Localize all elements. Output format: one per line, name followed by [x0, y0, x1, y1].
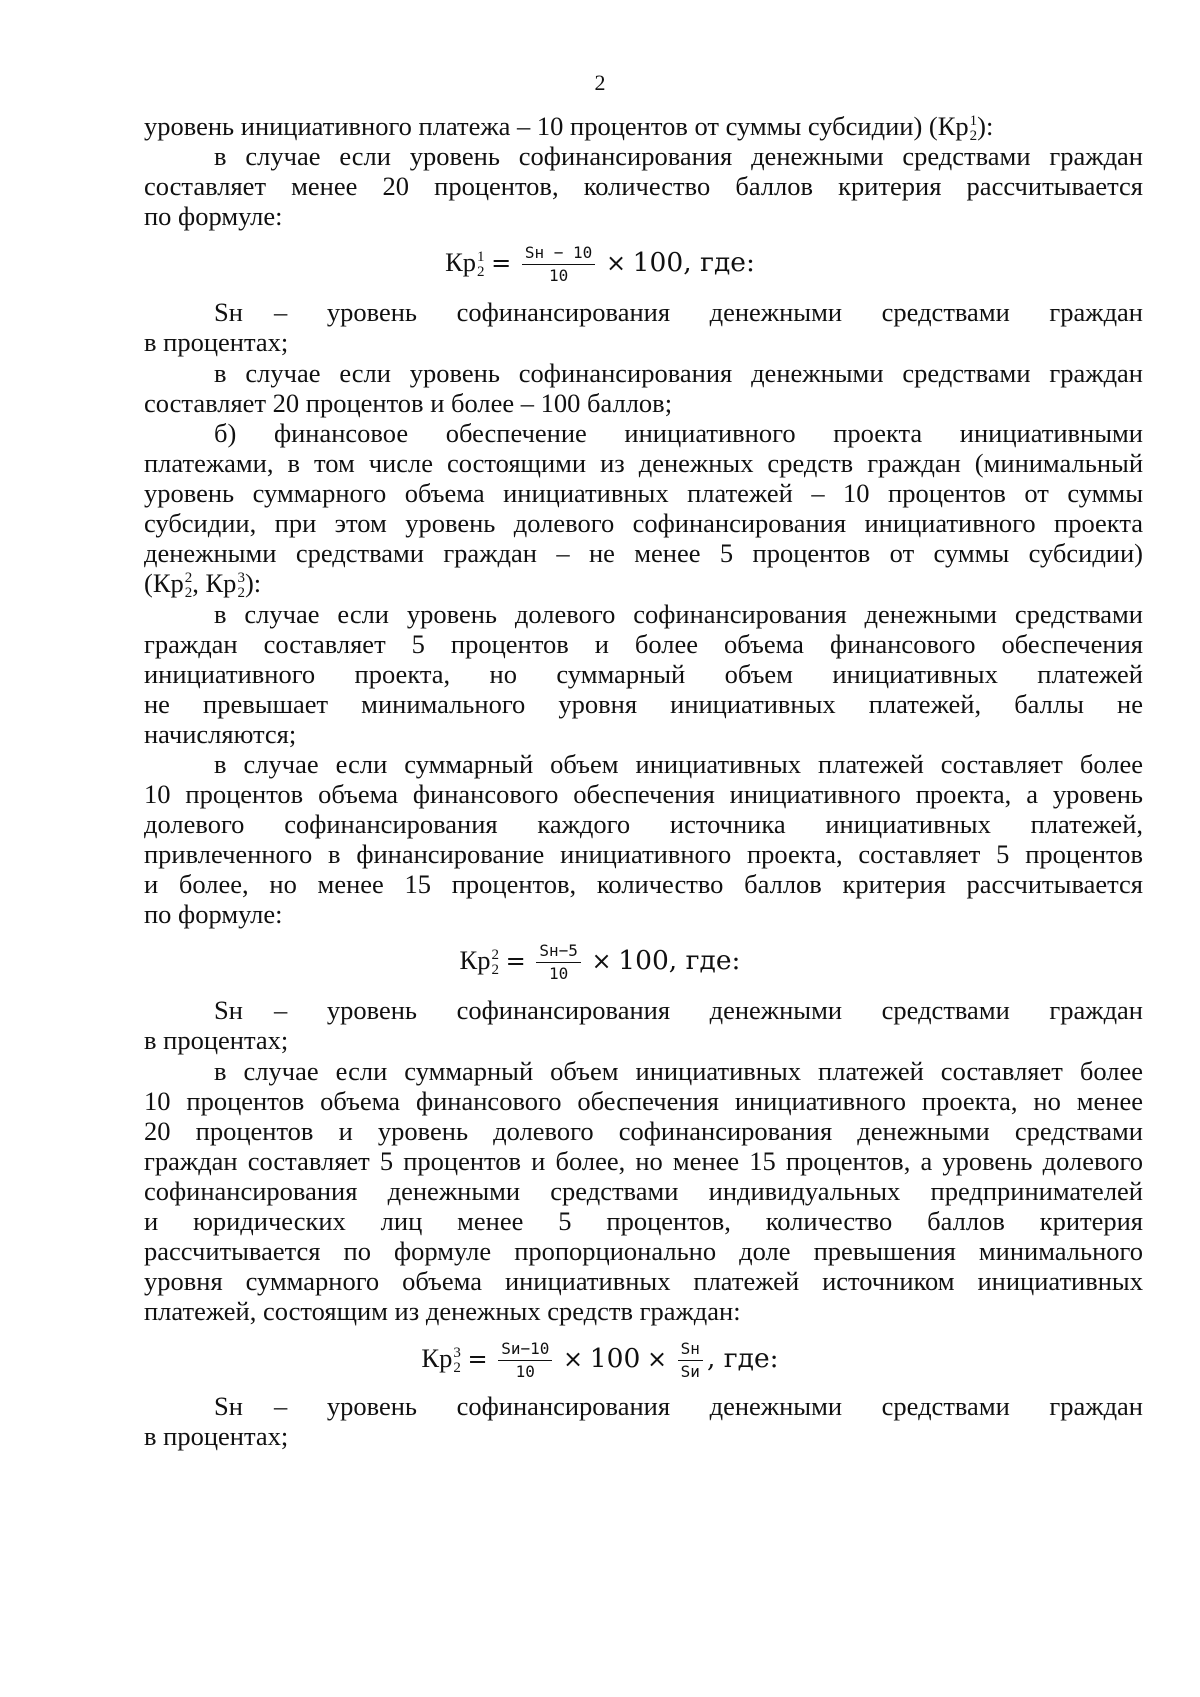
- text-line: 20 процентов и уровень долевого софинансирования денежными средствами: [144, 1116, 1143, 1146]
- numerator: Sи−10: [498, 1340, 552, 1361]
- text-line: субсидии, при этом уровень долевого софинансирования инициативного проекта: [144, 508, 1143, 538]
- equals-sign: =: [491, 249, 512, 277]
- fraction: [498, 1340, 552, 1381]
- superscript: 2: [184, 569, 193, 586]
- denominator: Sи: [680, 1362, 700, 1382]
- denominator: 10: [548, 266, 569, 286]
- numerator: Sн: [678, 1340, 703, 1361]
- text-line: рассчитывается по формуле пропорционально доле превышения минимального: [144, 1236, 1143, 1266]
- index-pair: [491, 948, 499, 978]
- text-line: и юридических лиц менее 5 процентов, количество баллов критерия: [144, 1206, 1143, 1236]
- text-fragment: ):: [244, 568, 262, 598]
- subscript: 2: [477, 263, 485, 280]
- text-line: в процентах;: [144, 1421, 289, 1451]
- text-line: уровня суммарного объема инициативных платежей источником инициативных: [144, 1266, 1143, 1296]
- subscript: 2: [237, 584, 245, 601]
- text-line: в случае если уровень софинансирования денежными средствами граждан: [214, 358, 1143, 388]
- times-sign: ×: [646, 1345, 668, 1373]
- page-number: 2: [594, 70, 606, 95]
- text-line: [144, 567, 1143, 599]
- formula-rhs: , где:: [706, 1343, 779, 1374]
- subscript: 2: [453, 1359, 461, 1376]
- text-line: софинансирования денежными средствами индивидуальных предпринимателей: [144, 1176, 1143, 1206]
- formula-rhs: 100, где:: [632, 247, 755, 278]
- text-line: в процентах;: [144, 1025, 289, 1055]
- text-line: [144, 110, 1143, 142]
- formula-1: [0, 234, 1200, 290]
- text-line: начисляются;: [144, 719, 297, 749]
- text-line: платежами, в том числе состоящими из денежных средств граждан (минимальный: [144, 448, 1143, 478]
- index-pair: [237, 571, 245, 601]
- text-line: платежей, состоящим из денежных средств граждан:: [144, 1296, 741, 1326]
- text-fragment: – уровень софинансирования денежными средствами граждан: [274, 297, 1143, 327]
- subscript: 2: [969, 127, 978, 144]
- formula-2: [0, 932, 1200, 988]
- subscript: 2: [491, 961, 499, 978]
- superscript: 1: [969, 112, 978, 129]
- text-fragment: , Кр: [192, 568, 237, 598]
- fraction: [678, 1340, 703, 1381]
- denominator: 10: [548, 964, 569, 984]
- formula-lhs: Кр: [445, 247, 477, 277]
- index-pair: [453, 1346, 461, 1376]
- text-line: не превышает минимального уровня инициативных платежей, баллы не: [144, 689, 1143, 719]
- symbol-s: Sн: [214, 995, 243, 1025]
- text-line: привлеченного в финансирование инициативного проекта, составляет 5 процентов: [144, 839, 1143, 869]
- text-line: [214, 994, 1143, 1026]
- text-line: денежными средствами граждан – не менее 5 процентов от суммы субсидии): [144, 538, 1143, 568]
- text-line: уровень суммарного объема инициативных платежей – 10 процентов от суммы: [144, 478, 1143, 508]
- text-line: в случае если уровень софинансирования денежными средствами граждан: [214, 141, 1143, 171]
- symbol-s: Sн: [214, 1391, 243, 1421]
- subscript: 2: [184, 584, 193, 601]
- equals-sign: =: [467, 1345, 488, 1373]
- text-fragment: ):: [977, 111, 994, 141]
- times-sign: ×: [591, 947, 612, 975]
- text-line: [214, 296, 1143, 328]
- superscript: 1: [477, 248, 485, 265]
- text-line: в процентах;: [144, 327, 289, 357]
- formula-rhs: 100, где:: [618, 945, 741, 976]
- formula-3: [0, 1330, 1200, 1386]
- text-line: составляет менее 20 процентов, количество баллов критерия рассчитывается: [144, 171, 1143, 201]
- equals-sign: =: [505, 947, 526, 975]
- times-sign: ×: [605, 249, 627, 277]
- index-pair: [477, 250, 485, 280]
- times-sign: ×: [562, 1345, 584, 1373]
- text-line: [214, 1390, 1143, 1422]
- text-line: граждан составляет 5 процентов и более объема финансового обеспечения: [144, 629, 1143, 659]
- formula-constant: 100: [589, 1343, 641, 1374]
- text-line: 10 процентов объема финансового обеспечения инициативного проекта, но менее: [144, 1086, 1143, 1116]
- text-line: по формуле:: [144, 899, 283, 929]
- text-line: в случае если уровень долевого софинансирования денежными средствами: [214, 599, 1143, 629]
- text-line: долевого софинансирования каждого источника инициативных платежей,: [144, 809, 1143, 839]
- fraction: [522, 244, 595, 285]
- text-line: б) финансовое обеспечение инициативного проекта инициативными: [214, 418, 1143, 448]
- text-line: 10 процентов объема финансового обеспечения инициативного проекта, а уровень: [144, 779, 1143, 809]
- numerator: Sн−5: [536, 942, 581, 963]
- text-line: инициативного проекта, но суммарный объем инициативных платежей: [144, 659, 1143, 689]
- text-fragment: – уровень софинансирования денежными средствами граждан: [274, 1391, 1143, 1421]
- text-line: и более, но менее 15 процентов, количество баллов критерия рассчитывается: [144, 869, 1143, 899]
- text-line: граждан составляет 5 процентов и более, но менее 15 процентов, а уровень долевого: [144, 1146, 1143, 1176]
- denominator: 10: [515, 1362, 535, 1382]
- text-line: составляет 20 процентов и более – 100 баллов;: [144, 388, 673, 418]
- formula-lhs: Кр: [421, 1343, 453, 1373]
- fraction: [536, 942, 581, 983]
- numerator: Sн − 10: [522, 244, 595, 265]
- text-line: в случае если суммарный объем инициативных платежей составляет более: [214, 1056, 1143, 1086]
- text-fragment: – уровень софинансирования денежными средствами граждан: [274, 995, 1143, 1025]
- superscript: 3: [453, 1344, 461, 1361]
- text-fragment: уровень инициативного платежа – 10 процентов от суммы субсидии) (Кр: [144, 111, 969, 141]
- formula-lhs: Кр: [459, 945, 491, 975]
- superscript: 3: [237, 569, 245, 586]
- text-fragment: (Кр: [144, 568, 184, 598]
- text-line: по формуле:: [144, 201, 283, 231]
- symbol-s: Sн: [214, 297, 243, 327]
- superscript: 2: [491, 946, 499, 963]
- text-line: в случае если суммарный объем инициативных платежей составляет более: [214, 749, 1143, 779]
